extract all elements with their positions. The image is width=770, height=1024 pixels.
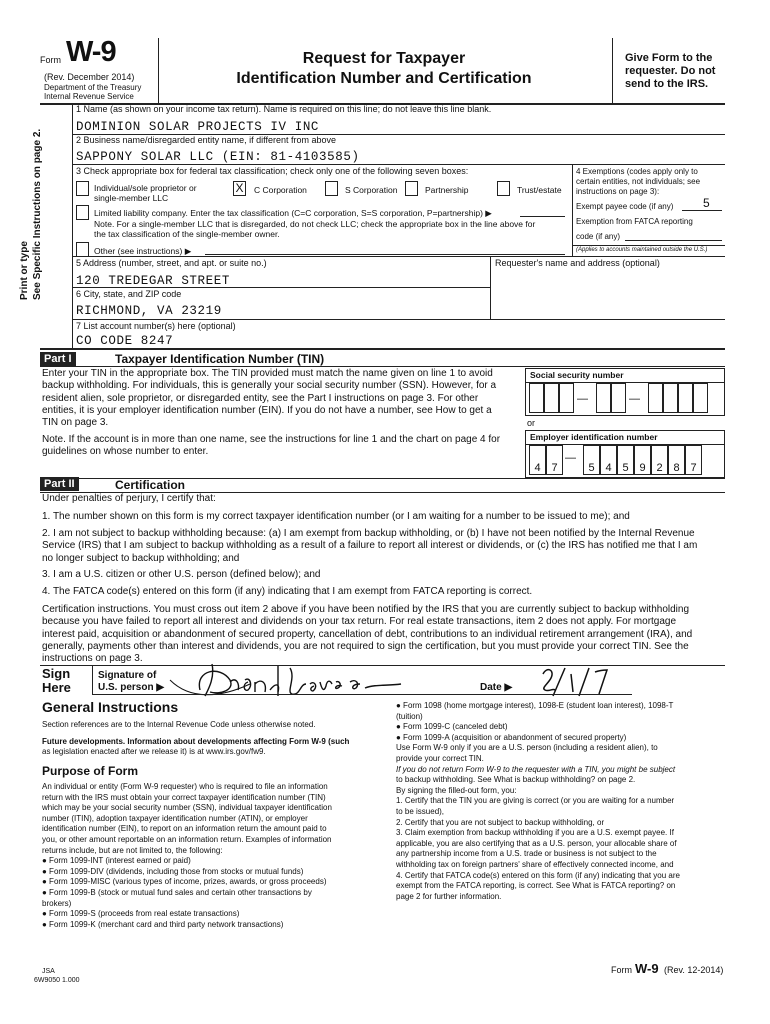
ein-digit-cell[interactable]: 7 (546, 445, 563, 475)
c-corporation-label: C Corporation (254, 185, 307, 195)
ssn-digit-cell[interactable] (678, 383, 693, 413)
line2-business-value[interactable]: SAPPONY SOLAR LLC (EIN: 81-4103585) (76, 150, 360, 164)
ein-digit-cell[interactable]: 2 (651, 445, 668, 475)
footer-form-number: W-9 (635, 961, 659, 976)
footer-form-label: Form (611, 965, 632, 975)
ssn-digit-cell[interactable] (529, 383, 544, 413)
ssn-digit-cell[interactable] (544, 383, 559, 413)
part1-title: Taxpayer Identification Number (TIN) (115, 352, 325, 366)
give-form-note-1: Give Form to the (625, 52, 713, 64)
exempt-payee-value[interactable]: 5 (703, 196, 710, 210)
ssn-digit-cell[interactable] (596, 383, 611, 413)
exemptions-line3: instructions on page 3): (576, 187, 660, 196)
fatca-applies-note: (Applies to accounts maintained outside the U.S.) (576, 247, 708, 253)
partnership-label: Partnership (425, 185, 469, 195)
give-form-note-3: send to the IRS. (625, 78, 709, 90)
cert-item-3: 3. I am a U.S. citizen or other U.S. person (defined below); and (42, 569, 321, 580)
individual-label: Individual/sole proprietor or (94, 183, 197, 193)
signature-image[interactable] (160, 660, 420, 698)
here-label: Here (42, 680, 71, 695)
ein-digit-cell[interactable]: 5 (583, 445, 600, 475)
general-right-column: ● Form 1098 (home mortgage interest), 1098-E (student loan interest), 1098-T (tuition) ● Form 1099-C (canceled debt) ● Form 1099-A (acquisition or abandonment of secured property) Use Form W-9 only if you are a U.S. person (including a resident alien), to provide your correct TIN. If you do not return Form W-9 to the requester with a TIN, you might be subject to backup withholding. See What is backup withholding? on page 2. By signing the filled-out form, you: 1. Certify that the TIN you are giving is correct (or you are waiting for a number to be issued), 2. Certify that you are not subject to backup withholding, or 3. Claim exemption from backup withholding if you are a U.S. exempt payee. If applicable, you are also certifying that as a U.S. person, your allocable share of any partnership income from a U.S. trade or business is not subject to the withholding tax on foreign partners' share of effectively connected income, and 4. Certify that FATCA code(s) entered on this form (if any) indicating that you are exempt from the FATCA reporting, is correct. See What is FATCA reporting? on page 2 for further information. (396, 701, 680, 901)
footer-code: 6W9050 1.000 (34, 977, 80, 984)
ein-digit-cell[interactable]: 7 (685, 445, 702, 475)
signature-label-2: U.S. person ▶ (98, 682, 165, 693)
line1-label: 1 Name (as shown on your income tax return). Name is required on this line; do not leave this line blank. (76, 104, 492, 114)
handwritten-date[interactable] (535, 664, 625, 698)
department: Department of the Treasury (44, 83, 142, 92)
cert-item-1: 1. The number shown on this form is my correct taxpayer identification number (or I am waiting for a number to be issued to me); and (42, 511, 630, 522)
llc-note-1: Note. For a single-member LLC that is disregarded, do not check LLC; check the appropriate box in the line above for (94, 219, 536, 229)
line7-account-value[interactable]: CO CODE 8247 (76, 334, 174, 348)
give-form-note-2: requester. Do not (625, 65, 716, 77)
ein-separator: — (565, 452, 576, 464)
ein-digit-cell[interactable]: 5 (617, 445, 634, 475)
s-corporation-checkbox[interactable] (325, 181, 338, 196)
s-corporation-label: S Corporation (345, 185, 398, 195)
cert-item-2: 2. I am not subject to backup withholding because: (a) I am exempt from backup withholding, or (b) I have not been notified by the Internal Revenue Service (IRS) that I am subject to backup withholding as a result of a failure to report all interest or dividends, or (c) the IRS has notified me that I am no longer subject to backup withholding; and (42, 528, 698, 564)
certification-instructions: Certification instructions. You must cross out item 2 above if you have been notified by the IRS that you are currently subject to backup withholding because you have failed to report all interest and dividends on your tax return. For real estate transactions, item 2 does not apply. For mortgage interest paid, acquisition or abandonment of secured property, cancellation of debt, contributions to an individual retirement arrangement (IRA), and generally, payments other than interest and dividends, you are not required to sign the certification, but you must provide your correct TIN. See the instructions on page 3. (42, 604, 693, 665)
ssn-digit-cell[interactable] (611, 383, 626, 413)
or-label: or (527, 418, 536, 428)
ssn-digit-cell[interactable] (648, 383, 663, 413)
purpose-text: An individual or entity (Form W-9 requester) who is required to file an information return with the IRS must obtain your correct taxpayer identification number (TIN) which may be your social security number (SSN), individual taxpayer identification number (ITIN), adoption taxpayer identification number (ATIN), or employer identification number (EIN), to report on an information return the amount paid to you, or other amount reportable on an information return. Examples of information returns include, but are not limited to, the following: ● Form 1099-INT (interest earned or paid) ● Form 1099-DIV (dividends, including those from stocks or mutual funds) ● Form 1099-MISC (various types of income, prizes, awards, or gross proceeds) ● Form 1099-B (stock or mutual fund sales and certain other transactions by brokers) ● Form 1099-S (proceeds from real estate transactions) ● Form 1099-K (merchant card and third party network transactions) (42, 782, 332, 929)
purpose-title: Purpose of Form (42, 764, 139, 778)
line1-name-value[interactable]: DOMINION SOLAR PROJECTS IV INC (76, 120, 320, 134)
ssn-digit-cell[interactable] (663, 383, 678, 413)
llc-label: Limited liability company. Enter the tax classification (C=C corporation, S=S corporation, P=partnership) ▶ (94, 208, 492, 218)
certification-intro: Under penalties of perjury, I certify that: (42, 493, 216, 504)
line3-label: 3 Check appropriate box for federal tax classification; check only one of the following seven boxes: (76, 166, 469, 176)
footer-revision: (Rev. 12-2014) (664, 965, 724, 975)
fatca-label-1: Exemption from FATCA reporting (576, 217, 693, 226)
part1-note: Note. If the account is in more than one name, see the instructions for line 1 and the chart on page 4 for guidelines on whose number to enter. (42, 434, 501, 458)
llc-note-2: the tax classification of the single-member owner. (94, 229, 280, 239)
part1-tag: Part I (40, 352, 76, 366)
date-label: Date ▶ (480, 682, 513, 693)
other-label: Other (see instructions) ▶ (94, 246, 192, 256)
ein-digit-cell[interactable]: 8 (668, 445, 685, 475)
requester-label: Requester's name and address (optional) (495, 258, 660, 268)
exemptions-line2: certain entities, not individuals; see (576, 177, 701, 186)
trust-estate-checkbox[interactable] (497, 181, 510, 196)
form-title-line2: Identification Number and Certification (236, 70, 532, 87)
side-instructions-text: Print or type See Specific Instructions on page 2. (19, 128, 43, 300)
exemptions-line1: 4 Exemptions (codes apply only to (576, 167, 698, 176)
general-left-intro: Section references are to the Internal Revenue Code unless otherwise noted. Future developments. Information about developments affecting Form W-9 (such as legislation enacted after we release it) is at www.irs.gov/fw9. (42, 720, 350, 757)
ssn-label: Social security number (530, 370, 624, 380)
ein-digit-cell[interactable]: 4 (600, 445, 617, 475)
general-instructions-title: General Instructions (42, 699, 179, 715)
ssn-digit-cell[interactable] (559, 383, 574, 413)
irs-service: Internal Revenue Service (44, 92, 134, 101)
ssn-digit-cell[interactable] (693, 383, 708, 413)
exempt-payee-label: Exempt payee code (if any) (576, 202, 674, 211)
revision-date: (Rev. December 2014) (44, 72, 135, 82)
cert-item-4: 4. The FATCA code(s) entered on this form (if any) indicating that I am exempt from FATCA reporting is correct. (42, 586, 533, 597)
trust-estate-label: Trust/estate (517, 185, 562, 195)
form-number: W-9 (66, 36, 116, 68)
ein-digit-cell[interactable]: 4 (529, 445, 546, 475)
form-label: Form (40, 55, 61, 65)
individual-label-2: single-member LLC (94, 193, 169, 203)
partnership-checkbox[interactable] (405, 181, 418, 196)
part2-title: Certification (115, 478, 186, 492)
llc-checkbox[interactable] (76, 205, 89, 220)
ssn-separator: — (629, 393, 640, 405)
ein-digit-cell[interactable]: 9 (634, 445, 651, 475)
form-title-line1: Request for Taxpayer (302, 50, 466, 67)
other-checkbox[interactable] (76, 242, 89, 257)
line5-address-value[interactable]: 120 TREDEGAR STREET (76, 274, 230, 288)
line7-label: 7 List account number(s) here (optional) (76, 321, 236, 331)
line5-label: 5 Address (number, street, and apt. or suite no.) (76, 258, 267, 268)
part2-tag: Part II (40, 477, 79, 491)
line6-label: 6 City, state, and ZIP code (76, 289, 182, 299)
part1-instructions: Enter your TIN in the appropriate box. The TIN provided must match the name given on line 1 to avoid backup withholding. For individuals, this is generally your social security number (SSN). However, for a resident alien, sole proprietor, or disregarded entity, see the Part I instructions on page 3. For other entities, it is your employer identification number (EIN). If you do not have a number, see How to get a TIN on page 3. (42, 368, 497, 429)
line2-label: 2 Business name/disregarded entity name, if different from above (76, 135, 336, 145)
footer-jsa: JSA (42, 968, 55, 975)
ein-label: Employer identification number (530, 432, 658, 442)
individual-checkbox[interactable] (76, 181, 89, 196)
c-corporation-checkbox[interactable]: X (233, 181, 246, 196)
ssn-separator: — (577, 393, 588, 405)
sign-label: Sign (42, 666, 71, 681)
signature-label-1: Signature of (98, 670, 157, 681)
fatca-label-2: code (if any) (576, 232, 621, 241)
line6-city-value[interactable]: RICHMOND, VA 23219 (76, 304, 222, 318)
